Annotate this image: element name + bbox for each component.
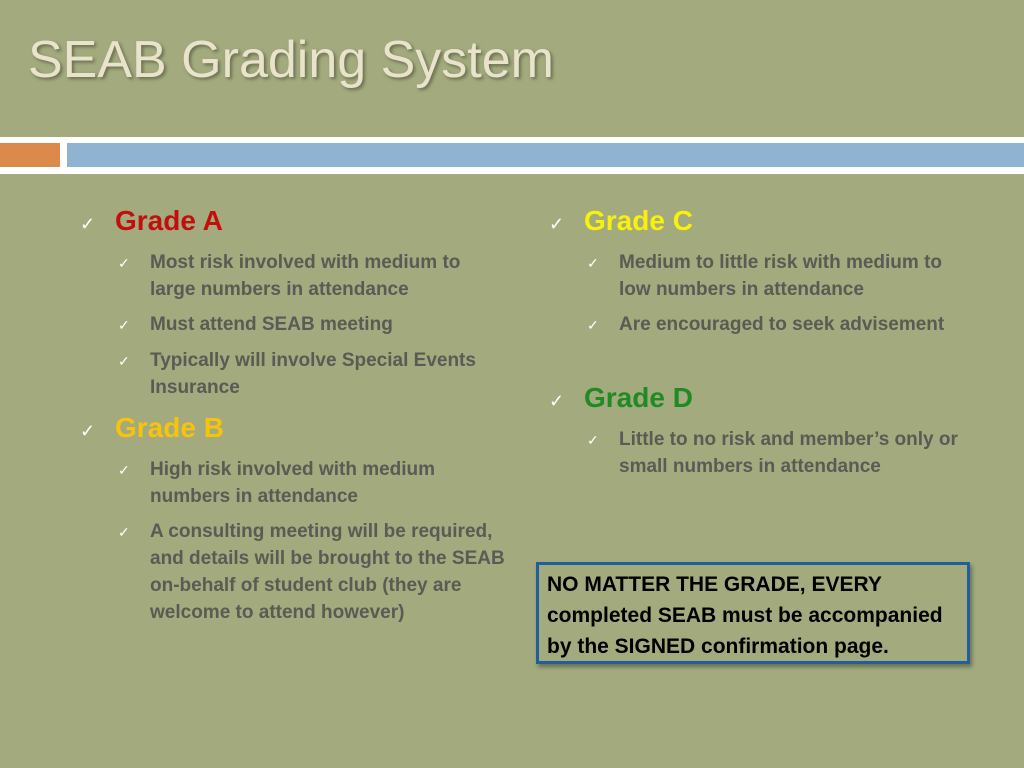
grade-b-item-1: High risk involved with medium numbers in attendance bbox=[150, 459, 436, 507]
grade-a-item-2: Must attend SEAB meeting bbox=[150, 314, 393, 335]
notice-text: NO MATTER THE GRADE, EVERY completed SEAB must be accompanied by the SIGNED confirmation page. bbox=[547, 573, 943, 658]
grade-a-item-3: Typically will involve Special Events Insurance bbox=[150, 350, 476, 398]
grade-a-heading-row bbox=[80, 204, 505, 241]
list-item bbox=[118, 347, 505, 401]
grade-d-item-1: Little to no risk and member’s only or small numbers in attendance bbox=[619, 429, 958, 477]
list-item bbox=[587, 311, 959, 339]
grade-c-item-1: Medium to little risk with medium to low numbers in attendance bbox=[619, 252, 943, 300]
checkmark-icon: ✓ bbox=[587, 317, 599, 333]
grade-d-section bbox=[549, 381, 959, 480]
title-divider bbox=[0, 137, 1024, 174]
checkmark-icon: ✓ bbox=[587, 255, 599, 271]
grade-b-item-2: A consulting meeting will be required, and details will be brought to the SEAB on-behalf of student club (they are welcome to attend however) bbox=[150, 521, 505, 623]
checkmark-icon: ✓ bbox=[549, 391, 565, 411]
checkmark-icon: ✓ bbox=[80, 421, 96, 441]
checkmark-icon: ✓ bbox=[118, 317, 130, 333]
grade-d-heading-row bbox=[549, 381, 959, 418]
grade-d-list bbox=[549, 426, 959, 480]
grade-a-heading: Grade A bbox=[115, 205, 223, 236]
grade-b-section bbox=[80, 411, 505, 626]
checkmark-icon: ✓ bbox=[118, 353, 130, 369]
grade-c-section bbox=[549, 204, 959, 339]
list-item bbox=[118, 456, 505, 510]
right-column bbox=[549, 204, 959, 488]
list-item bbox=[587, 249, 959, 303]
left-column bbox=[80, 204, 505, 634]
grade-a-section bbox=[80, 204, 505, 401]
divider-accent-blue bbox=[67, 143, 1024, 167]
list-item bbox=[587, 426, 959, 480]
list-item bbox=[118, 311, 505, 339]
list-item bbox=[118, 249, 505, 303]
slide-title: SEAB Grading System bbox=[28, 31, 554, 89]
grade-c-item-2: Are encouraged to seek advisement bbox=[619, 314, 945, 335]
list-item bbox=[118, 518, 505, 626]
checkmark-icon: ✓ bbox=[118, 462, 130, 478]
grade-a-list bbox=[80, 249, 505, 401]
checkmark-icon: ✓ bbox=[549, 214, 565, 234]
grade-c-heading: Grade C bbox=[584, 205, 693, 236]
checkmark-icon: ✓ bbox=[80, 214, 96, 234]
grade-c-heading-row bbox=[549, 204, 959, 241]
checkmark-icon: ✓ bbox=[118, 255, 130, 271]
grade-a-item-1: Most risk involved with medium to large numbers in attendance bbox=[150, 252, 461, 300]
checkmark-icon: ✓ bbox=[118, 524, 130, 540]
checkmark-icon: ✓ bbox=[587, 432, 599, 448]
grade-d-heading: Grade D bbox=[584, 382, 693, 413]
grade-b-heading-row bbox=[80, 411, 505, 448]
grade-c-list bbox=[549, 249, 959, 339]
divider-accent-orange bbox=[0, 143, 60, 167]
grade-b-heading: Grade B bbox=[115, 412, 224, 443]
grade-b-list bbox=[80, 456, 505, 626]
